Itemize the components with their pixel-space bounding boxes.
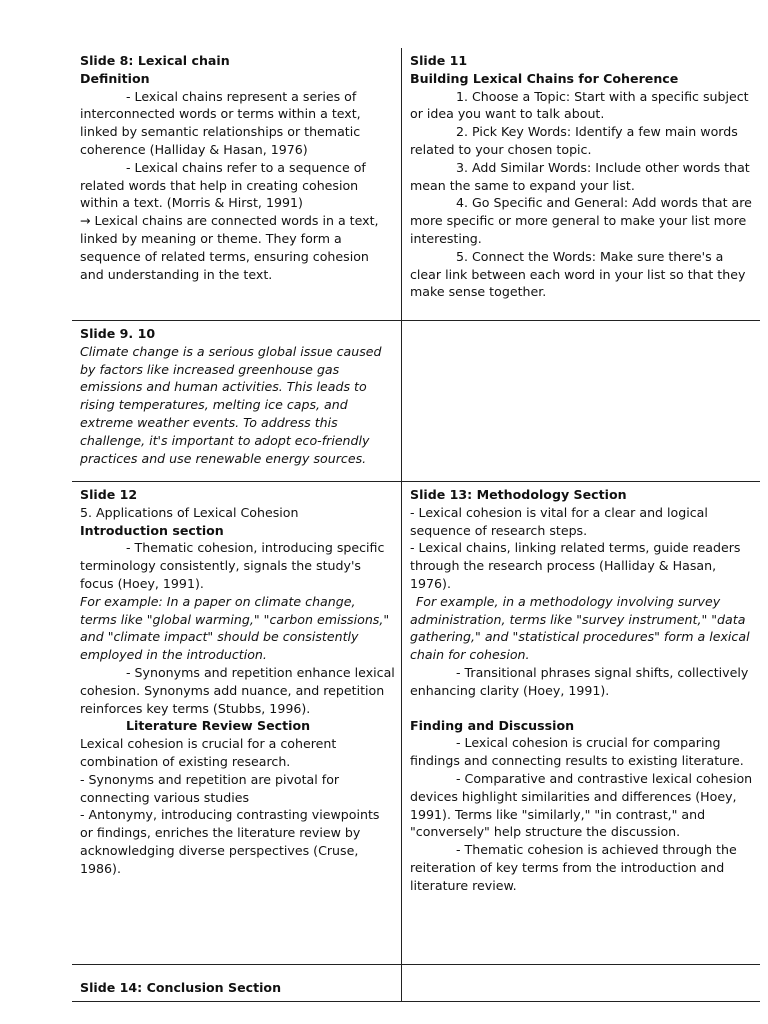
slide-13-heading: Slide 13: Methodology Section (410, 487, 627, 502)
introduction-example: For example: In a paper on climate change, terms like "global warming," "carbon emissions," and "climate impact" should be consistently employed in the introduction. (80, 593, 390, 663)
slide-11-heading: Slide 11 (410, 53, 468, 68)
finding-paragraph-2: - Comparative and contrastive lexical cohesion devices highlight similarities and differences (Hoey, 1991). Terms like "similarly," "in contrast," and "conversely" help structure the discussion. (410, 770, 753, 840)
slide-8-cell (72, 48, 402, 320)
climate-change-paragraph: Climate change is a serious global issue caused by factors like increased greenhouse gas emissions and human activities. This leads to rising temperatures, melting ice caps, and extreme weather events. To address this challenge, it's important to adopt eco-friendly practices and use renewable energy sources. (80, 343, 382, 466)
applications-subtitle: 5. Applications of Lexical Cohesion (80, 504, 299, 520)
slide-14-cell (72, 965, 402, 1001)
definition-paragraph-2: - Lexical chains refer to a sequence of related words that help in creating cohesion within a text. (Morris & Hirst, 1991) (80, 159, 366, 211)
slide-9-heading: Slide 9. 10 (80, 326, 156, 341)
introduction-paragraph-2: - Synonyms and repetition enhance lexical cohesion. Synonyms add nuance, and repetition reinforces key terms (Stubbs, 1996). (80, 664, 395, 716)
definition-heading: Definition (80, 70, 150, 86)
finding-paragraph-1: - Lexical cohesion is crucial for comparing findings and connecting results to existing literature. (410, 735, 744, 769)
table-row (72, 48, 760, 321)
literature-paragraph-1: Lexical cohesion is crucial for a coherent combination of existing research. (80, 736, 337, 769)
step-item: 1. Choose a Topic: Start with a specific subject or idea you want to talk about. (410, 88, 749, 122)
literature-paragraph-3: - Antonymy, introducing contrasting viewpoints or findings, enriches the literature review by acknowledging diverse perspectives (Cruse, 1986). (80, 807, 380, 876)
step-item: 5. Connect the Words: Make sure there's a clear link between each word in your list so that they make sense together. (410, 248, 746, 300)
introduction-paragraph-1: - Thematic cohesion, introducing specific terminology consistently, signals the study's focus (Hoey, 1991). (80, 540, 385, 591)
step-item: 4. Go Specific and General: Add words that are more specific or more general to make your list more interesting. (410, 195, 752, 246)
slide-11-cell (402, 48, 760, 320)
introduction-heading: Introduction section (80, 522, 224, 538)
empty-cell (402, 321, 760, 481)
methodology-paragraph-2: - Lexical chains, linking related terms, guide readers through the research process (Halliday & Hasan, 1976). (410, 540, 741, 591)
slide-8-heading: Slide 8: Lexical chain (80, 53, 230, 68)
slide-14-heading: Slide 14: Conclusion Section (80, 980, 282, 995)
table-row (72, 482, 760, 965)
methodology-example: For example, in a methodology involving survey administration, terms like "survey instrument," "data gathering," and "statistical procedures" form a lexical chain for cohesion. (410, 593, 750, 663)
definition-summary: → Lexical chains are connected words in a text, linked by meaning or theme. They form a sequence of related terms, ensuring cohesion and understanding in the text. (80, 213, 379, 282)
table-row (72, 321, 760, 482)
table-row (72, 965, 760, 1002)
slide-13-cell (402, 482, 760, 964)
slides-table (72, 48, 760, 1002)
finding-discussion-heading: Finding and Discussion (410, 717, 575, 733)
finding-paragraph-3: - Thematic cohesion is achieved through the reiteration of key terms from the introduction and literature review. (410, 842, 737, 893)
slide-9-cell (72, 321, 402, 481)
slide-11-subheading: Building Lexical Chains for Coherence (410, 70, 679, 86)
methodology-paragraph-3: - Transitional phrases signal shifts, collectively enhancing clarity (Hoey, 1991). (410, 664, 749, 698)
empty-cell (402, 965, 760, 1001)
slide-12-cell (72, 482, 402, 964)
spacer (410, 700, 754, 717)
step-item: 2. Pick Key Words: Identify a few main words related to your chosen topic. (410, 124, 738, 157)
literature-review-heading: Literature Review Section (126, 718, 311, 734)
step-item: 3. Add Similar Words: Include other words that mean the same to expand your list. (410, 159, 750, 193)
definition-paragraph-1: - Lexical chains represent a series of interconnected words or terms within a text, linked by semantic relationships or thematic coherence (Halliday & Hasan, 1976) (80, 88, 361, 157)
literature-paragraph-2: - Synonyms and repetition are pivotal for connecting various studies (80, 771, 340, 805)
slide-12-heading: Slide 12 (80, 487, 138, 502)
methodology-paragraph-1: - Lexical cohesion is vital for a clear and logical sequence of research steps. (410, 504, 708, 538)
